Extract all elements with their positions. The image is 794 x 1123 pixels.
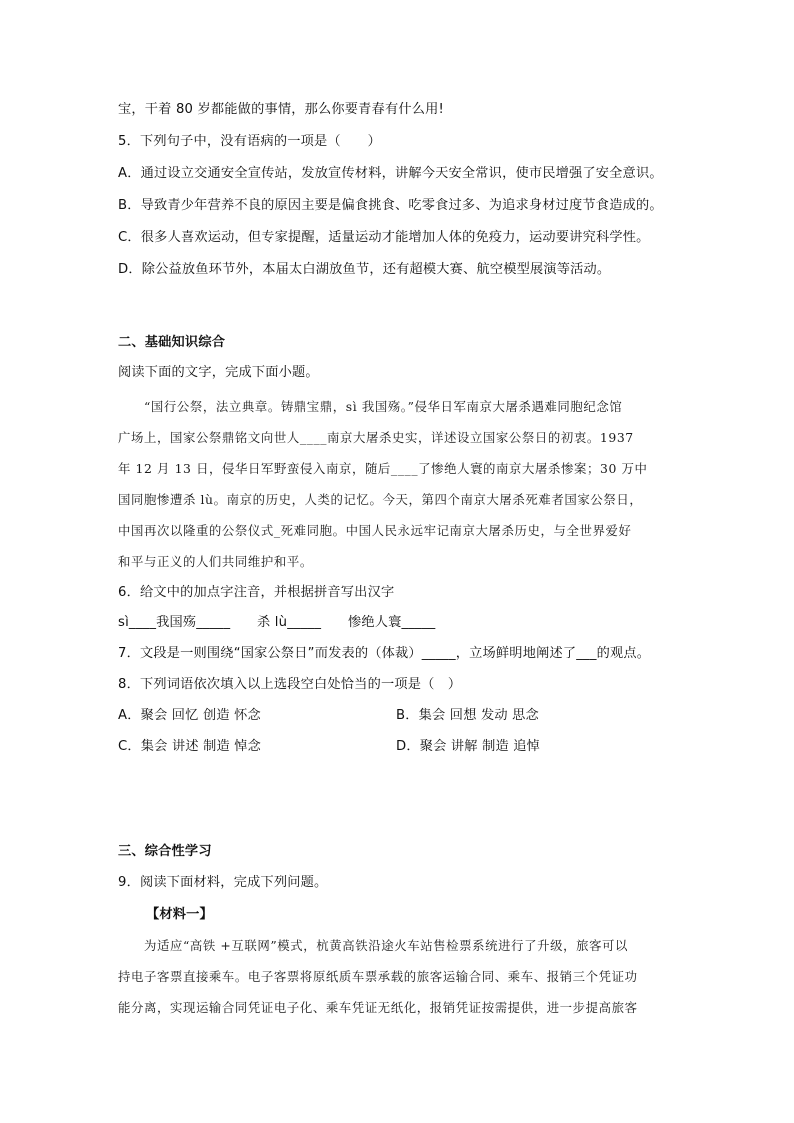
question-8-stem: 8．下列词语依次填入以上选段空白处恰当的一项是（ ） — [118, 677, 462, 692]
passage-line-2: 广场上，国家公祭鼎铭文向世人____南京大屠杀史实，详述设立国家公祭日的初衷。1937 — [118, 430, 634, 445]
material-1-title: 【材料一】 — [146, 907, 213, 922]
question-7-stem: 7．文段是一则围绕“国家公祭日”而发表的（体裁）_____，立场鲜明地阐述了___的观点。 — [118, 646, 651, 661]
question-9-stem: 9．阅读下面材料，完成下列问题。 — [118, 875, 328, 890]
question-5-stem: 5．下列句子中，没有语病的一项是（ ） — [118, 134, 381, 149]
intro-continuation: 宝，干着 80 岁都能做的事情，那么你要青春有什么用! — [118, 102, 444, 117]
material-1-line-2: 持电子客票直接乘车。电子客票将原纸质车票承载的旅客运输合同、乘车、报销三个凭证功 — [118, 969, 638, 984]
material-1-line-3: 能分离，实现运输合同凭证电子化、乘车凭证无纸化，报销凭证按需提供，进一步提高旅客 — [118, 1000, 638, 1015]
question-8-option-d: D．聚会 讲解 制造 追悼 — [396, 739, 541, 754]
question-6-stem: 6．给文中的加点字注音，并根据拼音写出汉字 — [118, 585, 395, 600]
passage-line-5: 中国再次以隆重的公祭仪式_死难同胞。中国人民永远牢记南京大屠杀历史，与全世界爱好 — [118, 523, 632, 538]
passage-line-4: 国同胞惨遭杀 lù。南京的历史，人类的记忆。今天，第四个南京大屠杀死难者国家公祭日， — [118, 492, 643, 507]
section-2-instruction: 阅读下面的文字，完成下面小题。 — [118, 365, 319, 380]
section-2-heading: 二、基础知识综合 — [118, 335, 226, 350]
question-5-option-d: D．除公益放鱼环节外，本届太白湖放鱼节，还有超模大赛、航空模型展演等活动。 — [118, 262, 611, 277]
question-8-option-c: C．集会 讲述 制造 悼念 — [118, 739, 262, 754]
question-6-answer-line: sì____我国殇_____ 杀 lù_____ 惨绝人寰_____ — [118, 615, 436, 630]
passage-line-6: 和平与正义的人们共同维护和平。 — [118, 554, 313, 569]
question-5-option-a: A．通过设立交通安全宣传站，发放宣传材料，讲解今天安全常识，使市民增强了安全意识。 — [118, 166, 663, 181]
passage-line-1: “国行公祭，法立典章。铸鼎宝鼎，sì 我国殇。”侵华日军南京大屠杀遇难同胞纪念馆 — [118, 399, 623, 414]
question-5-option-b: B．导致青少年营养不良的原因主要是偏食挑食、吃零食过多、为追求身材过度节食造成的。 — [118, 198, 663, 213]
material-1-line-1: 为适应“高铁 +互联网”模式，杭黄高铁沿途火车站售检票系统进行了升级，旅客可以 — [118, 938, 629, 953]
passage-line-3: 年 12 月 13 日，侵华日军野蛮侵入南京，随后____了惨绝人寰的南京大屠杀惨案；30 万中 — [118, 461, 648, 476]
question-8-option-b: B．集会 回想 发动 思念 — [396, 708, 539, 723]
question-5-option-c: C．很多人喜欢运动，但专家提醒，适量运动才能增加人体的免疫力，运动要讲究科学性。 — [118, 230, 650, 245]
question-8-option-a: A．聚会 回忆 创造 怀念 — [118, 708, 261, 723]
section-3-heading: 三、综合性学习 — [118, 844, 212, 859]
